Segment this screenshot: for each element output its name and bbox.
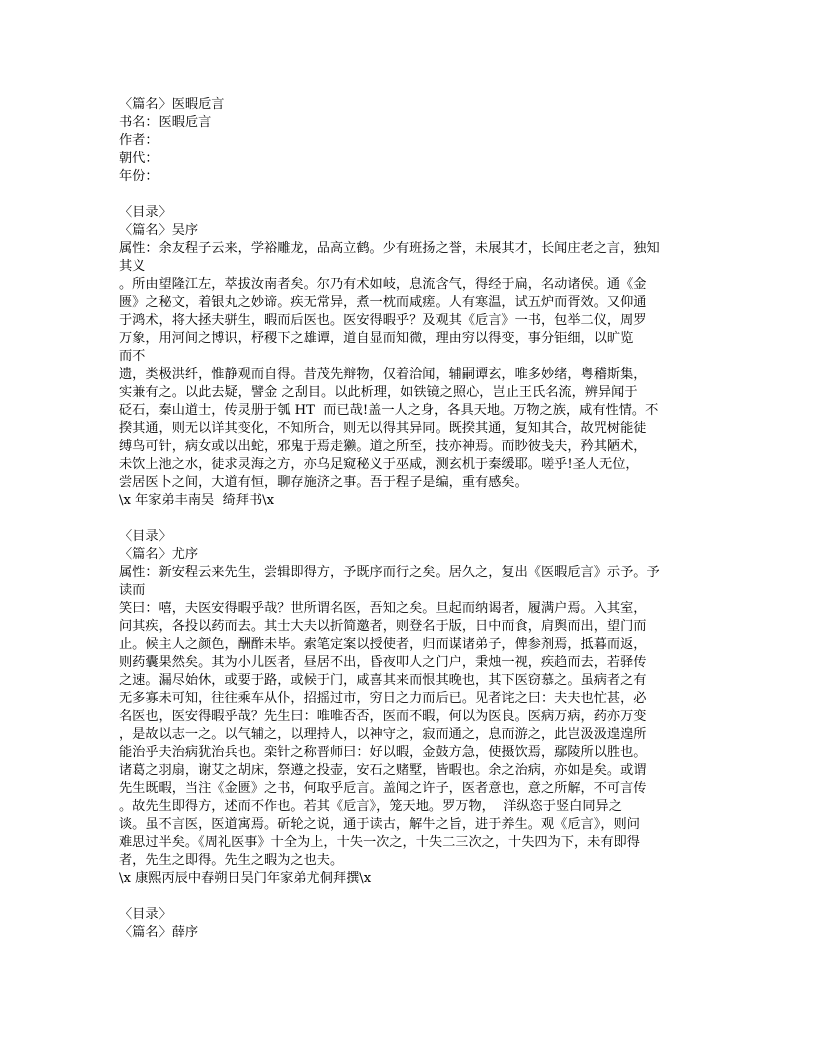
spacer bbox=[119, 186, 697, 204]
preface-you-body bbox=[119, 564, 697, 870]
text-line: 笑曰：嘻，夫医安得暇乎哉？世所谓名医，吾知之矣。旦起而纳谒者，履满户焉。入其室， bbox=[119, 601, 647, 616]
text-line: 。所由望隆江左，萃拔汝南者矣。尔乃有术如岐，息流含气，得经于扁，名动诸侯。通《金 bbox=[119, 277, 647, 292]
text-line: 属性：余友程子云来，学裕雕龙，品高立鹤。少有班扬之誉，未展其才，长闻庄老之言，独知 bbox=[119, 241, 660, 256]
text-line: 读而 bbox=[119, 583, 146, 598]
text-line: 未饮上池之水，徒求灵海之方，亦乌足窥秘义于巫咸，测玄机于秦缓耶。嗟乎!圣人无位， bbox=[119, 457, 639, 472]
text-line: 。故先生即得方，述而不作也。若其《卮言》，笼天地。罗万物， 洋纵恣于竖白同异之 bbox=[119, 799, 622, 814]
text-line: 谈。虽不言医，医道寓焉。斫轮之说，通于读古，解牛之旨，进于养生。观《卮言》，则问 bbox=[119, 817, 640, 832]
text-line: 万象，用河间之博识，杼稷下之雄谭，道自显而知微，理由穷以得变，事分钜细，以旷览 bbox=[119, 331, 634, 346]
spacer bbox=[119, 510, 697, 528]
year: 年份： bbox=[119, 169, 159, 184]
catalog-marker: 〈目录〉 bbox=[119, 907, 172, 922]
text-line: 其义 bbox=[119, 259, 146, 274]
text-line: 砭石，秦山道士，传灵册于瓠 HT 而已哉!盖一人之身，各具天地。万物之族，咸有性情。不 bbox=[119, 403, 659, 418]
document-page bbox=[119, 96, 697, 942]
section-title-you: 〈篇名〉尤序 bbox=[119, 547, 199, 562]
section-title-wu: 〈篇名〉吴序 bbox=[119, 223, 199, 238]
text-line: 缚鸟可针，病女或以出蛇，邪鬼于焉走獭。道之所至，技亦神焉。而眇彼戋夫，矜其陋术， bbox=[119, 439, 647, 454]
text-line: 能治乎夫治病犹治兵也。栾针之称晋师曰：好以暇，金鼓方急，使摄饮焉，鄢陵所以胜也。 bbox=[119, 745, 647, 760]
text-line: 先生既暇，当注《金匮》之书，何取乎卮言。盖闻之许子，医者意也，意之所解，不可言传 bbox=[119, 781, 647, 796]
text-line: 名医也，医安得暇乎哉？先生曰：唯唯否否，医而不暇，何以为医良。医病万病，药亦万变 bbox=[119, 709, 647, 724]
text-line: 遗，类极洪纤，惟静观而自得。昔茂先辩物，仅着洽闻，辅嗣谭玄，唯多妙绪，粤稽斯集， bbox=[119, 367, 647, 382]
text-line: 之速。漏尽始休，或要于路，或候于门，咸喜其来而恨其晚也，其下医窃慕之。虽病者之有 bbox=[119, 673, 647, 688]
catalog-marker: 〈目录〉 bbox=[119, 205, 172, 220]
text-line: 匮》之秘文，着银丸之妙谛。疾无常异，煮一枕而咸瘥。人有寒温，试五炉而胥效。又仰通 bbox=[119, 295, 647, 310]
preface-wu-signature: \x 年家弟丰南吴 绮拜书\x bbox=[119, 493, 275, 508]
text-line: 诸葛之羽扇，谢艾之胡床，祭遵之投壶，安石之赌墅，皆暇也。余之治病，亦如是矣。或谓 bbox=[119, 763, 647, 778]
text-line: 实兼有之。以此去疑，譬金 之刮目。以此析理，如铁镜之照心，岂止王氏名流，辨异闻于 bbox=[119, 385, 638, 400]
text-line: 属性：新安程云来先生，尝辑即得方，予既序而行之矣。居久之，复出《医暇卮言》示予。予 bbox=[119, 565, 660, 580]
preface-you-signature: \x 康熙丙辰中春朔日吴门年家弟尤侗拜撰\x bbox=[119, 871, 372, 886]
text-line: 止。候主人之颜色，酬酢未毕。索笔定案以授使者，归而谋诸弟子，俾参剂焉，抵暮而返， bbox=[119, 637, 647, 652]
text-line: 于鸿术，将大拯夫骈生，暇而后医也。医安得暇乎？及观其《卮言》一书，包举二仪，周罗 bbox=[119, 313, 647, 328]
text-line: 者，先生之即得。先生之暇为之也夫。 bbox=[119, 853, 344, 868]
text-line: 问其疾，各投以药而去。其士大夫以折简邀者，则登名于版，日中而食，肩舆而出，望门而 bbox=[119, 619, 647, 634]
book-name: 书名：医暇卮言 bbox=[119, 115, 212, 130]
text-line: 难思过半矣。《周礼医事》十全为上，十失一次之，十失二三次之，十失四为下，未有即得 bbox=[119, 835, 640, 850]
text-line: 则药囊果然矣。其为小儿医者，昼居不出，昏夜叩人之门户，秉烛一视，疾趋而去，若驿传 bbox=[119, 655, 647, 670]
dynasty: 朝代： bbox=[119, 151, 159, 166]
catalog-marker: 〈目录〉 bbox=[119, 529, 172, 544]
text-line: 无多寡未可知，往往乘车从仆，招摇过市，穷日之力而后已。见者诧之曰：夫夫也忙甚，必 bbox=[119, 691, 647, 706]
header-title: 〈篇名〉医暇卮言 bbox=[119, 97, 225, 112]
preface-wu-body bbox=[119, 240, 697, 492]
text-line: 尝居医卜之间，大道有恒，聊存施济之事。吾于程子是编，重有感矣。 bbox=[119, 475, 528, 490]
spacer bbox=[119, 888, 697, 906]
text-line: 而不 bbox=[119, 349, 146, 364]
section-title-xue: 〈篇名〉薛序 bbox=[119, 925, 199, 940]
text-line: ，是故以志一之。以气辅之，以理持人，以神守之，寂而通之，息而游之，此岂汲汲遑遑所 bbox=[119, 727, 647, 742]
author: 作者： bbox=[119, 133, 159, 148]
text-line: 揆其通，则无以详其变化，不知所合，则无以得其异同。既揆其通，复知其合，故咒树能徒 bbox=[119, 421, 647, 436]
